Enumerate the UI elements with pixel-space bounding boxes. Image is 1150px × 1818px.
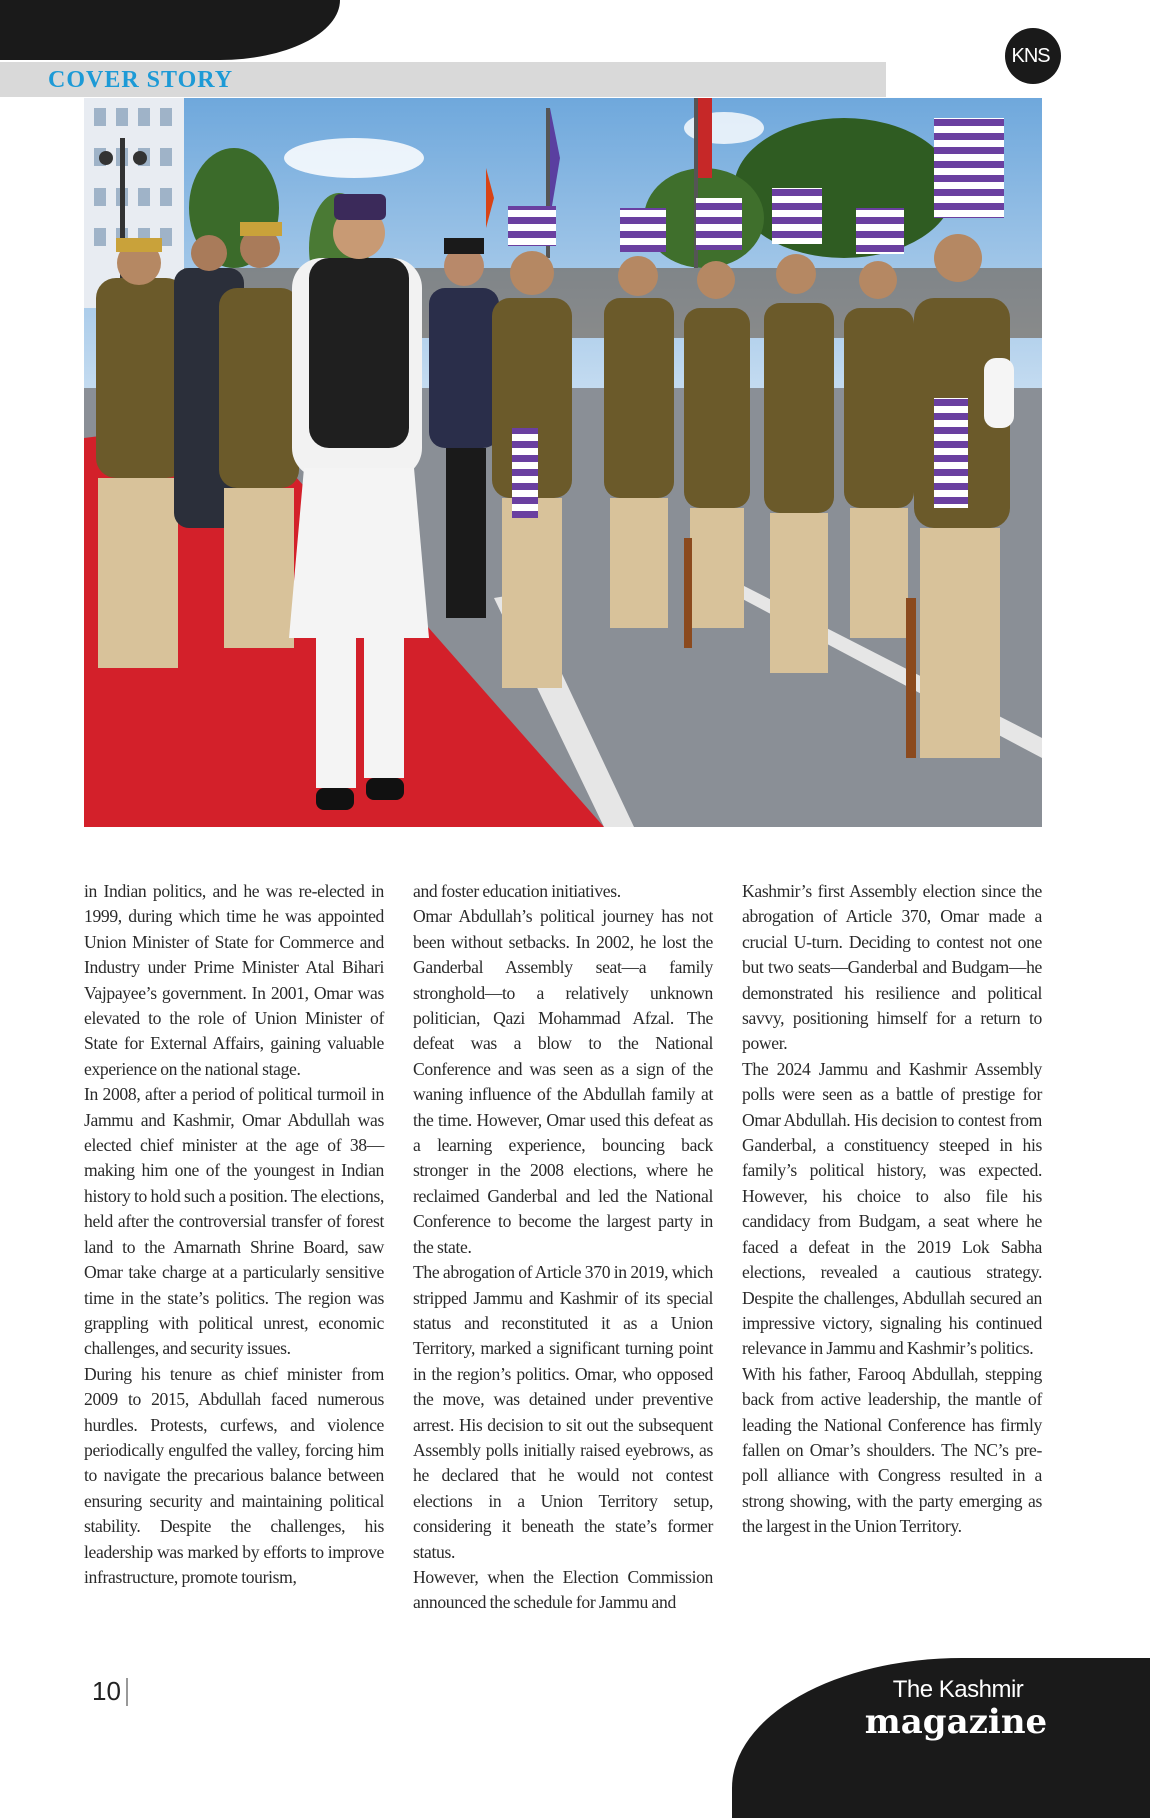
brand-logo-line2: magazine	[864, 1702, 1048, 1742]
paragraph: Kashmir’s first Assembly election since the abrogation of Article 370, Omar made a crucial U-turn. Deciding to contest not one but two seats—Ganderbal and Budgam—he demonstrated his resilience and political savvy, positioning himself for a return to power.	[742, 881, 1042, 1054]
paragraph: With his father, Farooq Abdullah, stepping back from active leadership, the mantle of leading the National Conference has firmly fallen on Omar’s shoulders. The NC’s pre-poll alliance with Congress resulted in a strong showing, with the party emerging as the largest in the Union Territory.	[742, 1363, 1042, 1537]
article-column-2	[413, 879, 713, 1613]
paragraph: During his tenure as chief minister from 2009 to 2015, Abdullah faced numerous hurdles. Protests, curfews, and violence periodically engulfed the valley, forcing him to navigate the precarious balance between ensuring security and maintaining political stability. Despite the challenges, his leadership was marked by efforts to improve infrastructure, promote tourism,	[84, 1363, 384, 1587]
kns-logo-text: KNS	[1011, 45, 1050, 67]
paragraph: and foster education initiatives.	[413, 881, 621, 901]
cover-photo	[84, 98, 1042, 827]
paragraph: In 2008, after a period of political turmoil in Jammu and Kashmir, Omar Abdullah was elected chief minister at the age of 38—making him one of the youngest in Indian history to hold such a position. The elections, held after the controversial transfer of forest land to the Amarnath Shrine Board, saw Omar take charge at a particularly sensitive time in the state’s politics. The region was grappling with political unrest, economic challenges, and security issues.	[84, 1084, 384, 1359]
article-columns	[84, 879, 1042, 1613]
cover-photo-icon	[84, 98, 1042, 827]
brand-logo-line1: The Kashmir	[892, 1676, 1024, 1703]
article-column-1	[84, 879, 384, 1599]
paragraph: in Indian politics, and he was re-elected in 1999, during which time he was appointed Union Minister of State for Commerce and Industry under Prime Minister Atal Bihari Vajpayee’s government. In 2001, Omar was elevated to the role of Union Minister of State for External Affairs, gaining valuable experience on the national stage.	[84, 881, 384, 1079]
section-label: COVER STORY	[48, 67, 234, 93]
paragraph: The abrogation of Article 370 in 2019, which stripped Jammu and Kashmir of its special status and reconstituted it as a Union Territory, marked a significant turning point in the region’s politics. Omar, who opposed the move, was detained under preventive arrest. His decision to sit out the subsequent Assembly polls initially raised eyebrows, as he declared that he would not contest elections in a Union Territory setup, considering it beneath the state’s former status.	[413, 1262, 713, 1562]
paragraph: Omar Abdullah’s political journey has not been without setbacks. In 2002, he lost the Ganderbal Assembly seat—a family stronghold—to a relatively unknown politician, Qazi Mohammad Afzal. The defeat was a blow to the National Conference and was seen as a sign of the waning influence of the Abdullah family at the time. However, Omar used this defeat as a learning experience, bouncing back stronger in the 2008 elections, where he reclaimed Ganderbal and led the National Conference to become the largest party in the state.	[413, 906, 713, 1257]
kns-logo	[1005, 28, 1061, 84]
page-number-divider	[126, 1678, 128, 1706]
paragraph: The 2024 Jammu and Kashmir Assembly polls were seen as a battle of prestige for Omar Abdullah. His decision to contest from Ganderbal, a constituency steeped in his family’s political history, was expected. However, his choice to also file his candidacy from Budgam, a seat where he faced a defeat in the 2019 Lok Sabha elections, revealed a cautious strategy. Despite the challenges, Abdullah secured an impressive victory, signaling his continued relevance in Jammu and Kashmir’s politics.	[742, 1058, 1042, 1359]
paragraph: However, when the Election Commission announced the schedule for Jammu and	[413, 1566, 713, 1613]
header-corner-shape	[0, 0, 340, 60]
kns-logo-mark: ®	[1049, 27, 1055, 36]
page-number: 10	[92, 1676, 121, 1706]
article-column-3	[742, 879, 1042, 1599]
